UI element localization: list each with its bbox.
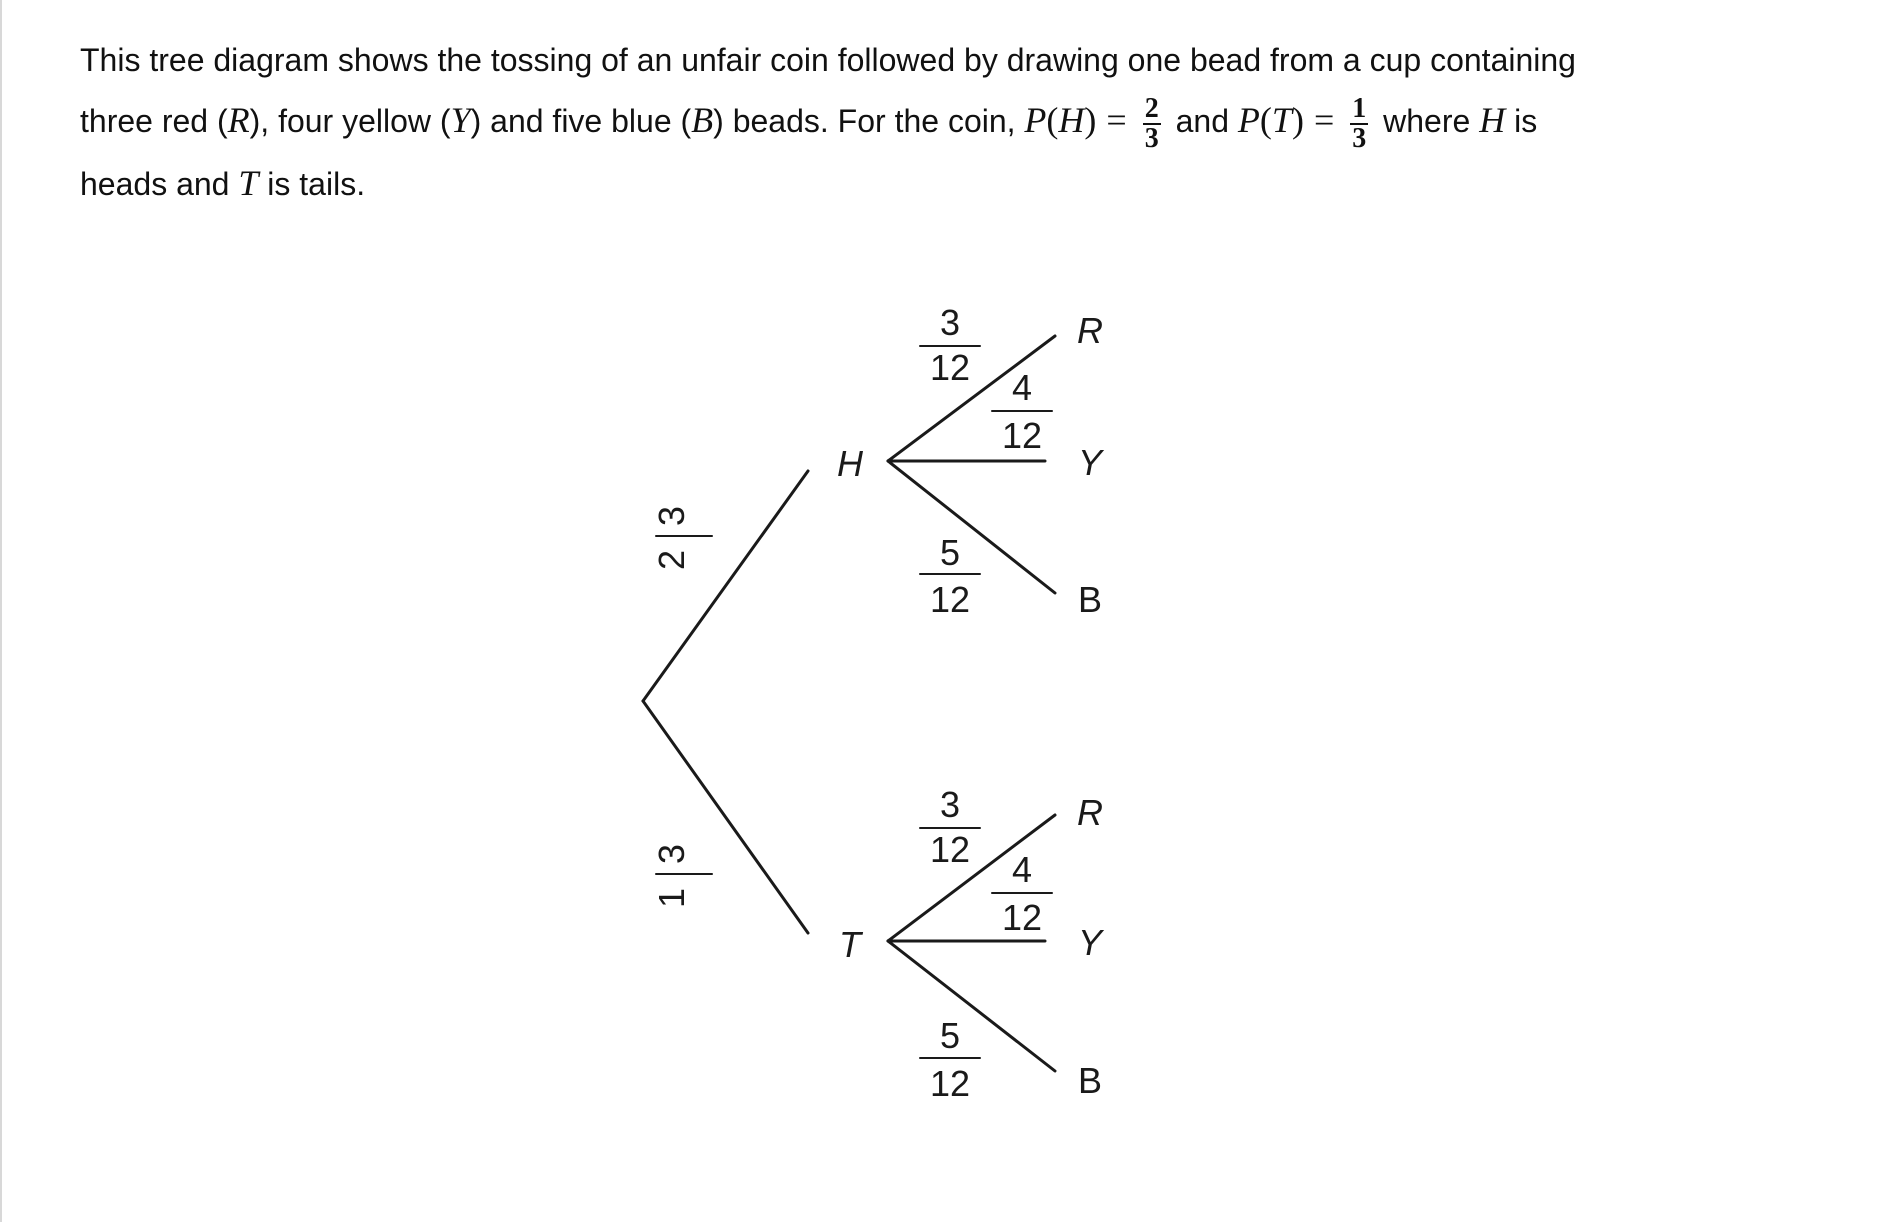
prob-denominator: 12	[929, 829, 971, 870]
var-b: B	[691, 100, 714, 140]
paren-open: (	[1046, 100, 1059, 140]
prob-numerator: 2	[651, 549, 692, 571]
prob-numerator: 5	[939, 532, 961, 573]
node-label-h: H	[837, 443, 863, 484]
var-t: T	[238, 162, 259, 203]
leaf-label-t-b: B	[1077, 1060, 1103, 1101]
statement-line-1: This tree diagram shows the tossing of an unfair coin followed by drawing one bead from a cup containing	[80, 42, 1576, 78]
leaf-label-h-b: B	[1077, 579, 1103, 620]
fraction-denominator: 3	[1352, 122, 1367, 154]
statement-text: ) and five blue (	[470, 103, 692, 139]
paren-open: (	[1259, 100, 1272, 140]
leaf-label-h-r: R	[1077, 310, 1103, 351]
var-h: H	[1479, 100, 1506, 140]
prob-label-t-blue	[920, 1015, 980, 1104]
var-p: P	[1237, 100, 1260, 140]
prob-numerator: 5	[939, 1015, 961, 1056]
fraction-denominator: 3	[1144, 122, 1159, 154]
branch-t-blue	[888, 941, 1055, 1071]
equals-sign: =	[1106, 100, 1127, 140]
prob-numerator: 3	[939, 784, 961, 825]
prob-numerator: 3	[939, 302, 961, 343]
prob-denominator: 12	[929, 347, 971, 388]
paren-close: )	[1291, 100, 1304, 140]
prob-label-heads	[651, 506, 712, 570]
prob-denominator: 12	[1001, 897, 1043, 938]
prob-numerator: 4	[1011, 367, 1033, 408]
prob-label-h-blue	[920, 532, 980, 620]
statement-text: is	[1505, 103, 1538, 139]
node-label-t: T	[839, 924, 861, 965]
statement-text: three red (	[80, 103, 228, 139]
prob-label-h-red	[920, 302, 980, 388]
prob-label-t-yellow	[992, 849, 1052, 938]
prob-label-tails	[651, 844, 712, 908]
var-h: H	[1058, 100, 1085, 140]
prob-numerator: 4	[1011, 849, 1033, 890]
var-y: Y	[450, 100, 471, 140]
prob-denominator: 12	[929, 579, 971, 620]
var-p: P	[1024, 100, 1047, 140]
prob-denominator: 12	[929, 1063, 971, 1104]
equals-sign: =	[1313, 100, 1335, 140]
statement-text: ) beads. For the coin,	[713, 103, 1025, 139]
prob-denominator: 12	[1001, 415, 1043, 456]
paren-close: )	[1084, 100, 1097, 140]
prob-denominator: 3	[651, 505, 692, 527]
statement-text: is tails.	[258, 165, 366, 202]
leaf-label-t-y: Y	[1077, 922, 1103, 963]
statement-text: ), four yellow (	[249, 103, 451, 139]
prob-numerator: 1	[651, 887, 692, 909]
branch-heads	[643, 471, 808, 701]
prob-label-h-yellow	[992, 367, 1052, 456]
prob-denominator: 3	[651, 843, 692, 865]
statement-text: and	[1166, 103, 1238, 139]
prob-label-t-red	[920, 784, 980, 870]
leaf-label-t-r: R	[1077, 792, 1103, 833]
var-t: T	[1271, 100, 1292, 140]
fraction-numerator: 1	[1352, 92, 1367, 124]
fraction-numerator: 2	[1144, 92, 1159, 124]
statement-text: heads and	[80, 165, 239, 202]
statement-text: where	[1374, 103, 1480, 139]
leaf-label-h-y: Y	[1077, 442, 1103, 483]
var-r: R	[227, 100, 250, 140]
